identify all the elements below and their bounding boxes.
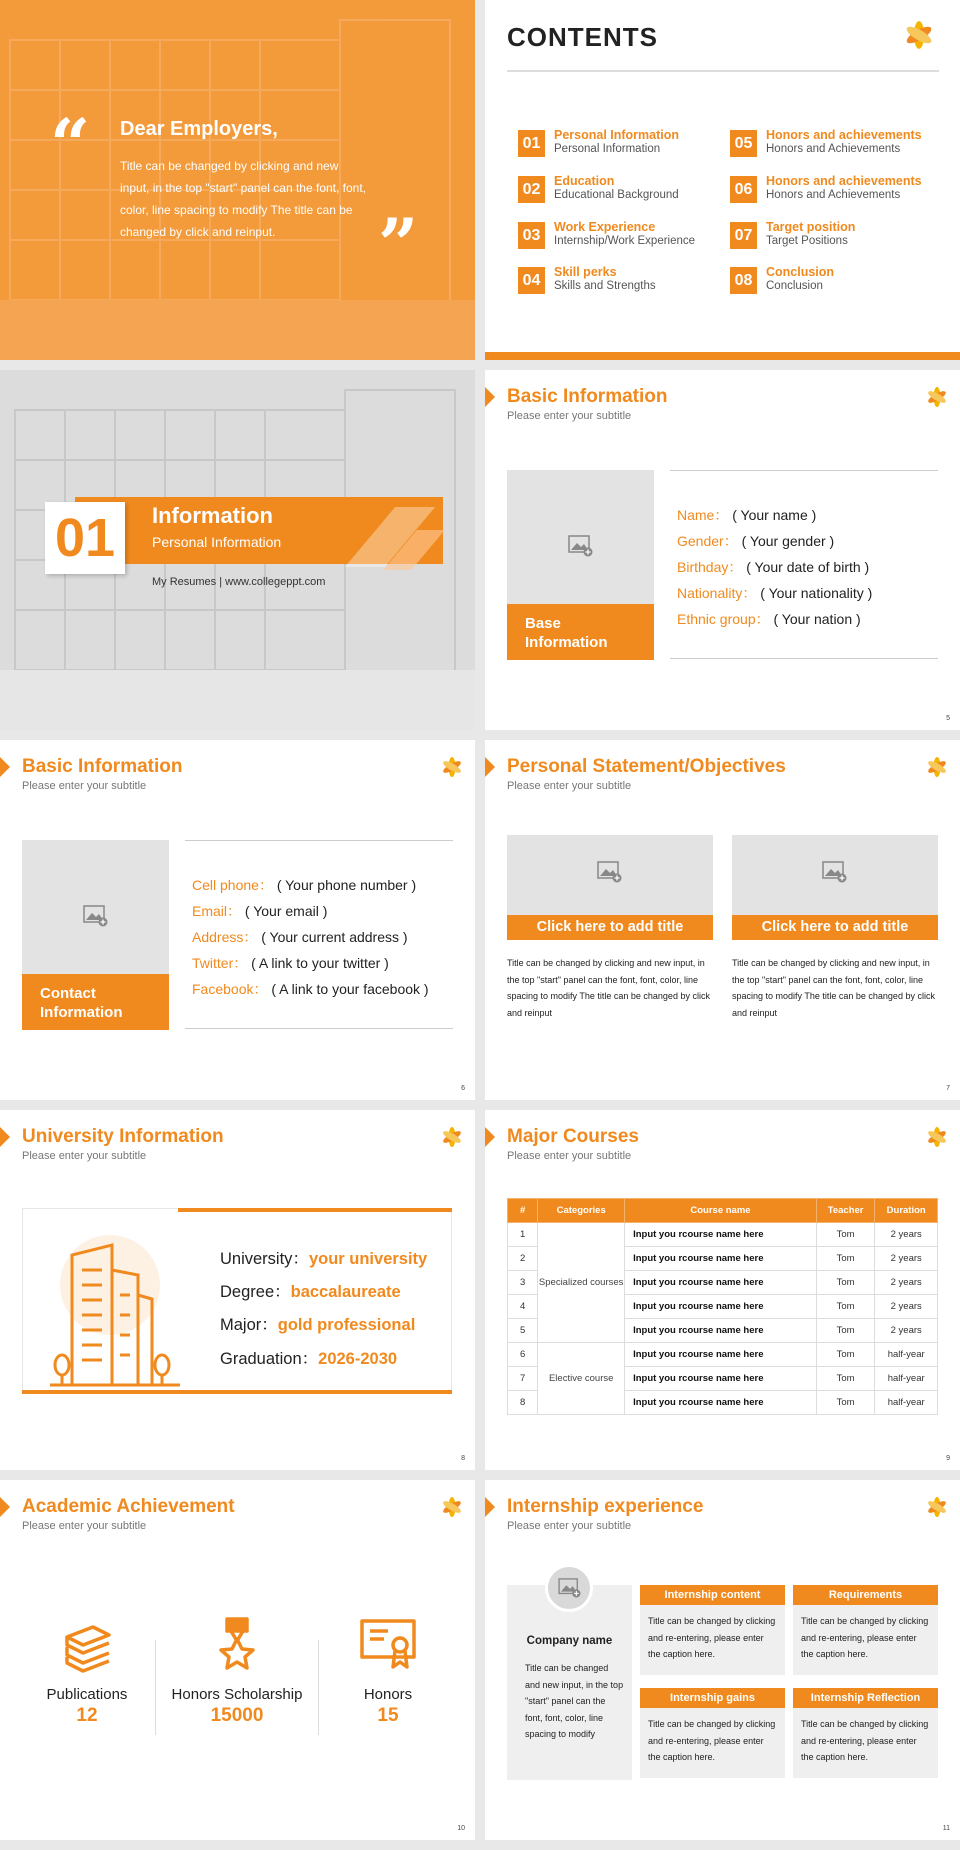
box-text: Title can be changed by clicking and re-entering, please enter the caption here.: [801, 1616, 929, 1659]
company-text[interactable]: Title can be changed and new input, in the top "start" panel can the font, font, color, line spacing to modify: [525, 1663, 624, 1739]
toc-number: 05: [730, 130, 757, 157]
column-header: Course name: [625, 1199, 817, 1223]
toc-number: 07: [730, 222, 757, 249]
column-header: Teacher: [816, 1199, 875, 1223]
box-heading: Internship gains: [640, 1688, 785, 1708]
section-subtitle[interactable]: Personal Information: [152, 534, 282, 550]
medal-icon: [207, 1615, 267, 1675]
box-internship-gains[interactable]: [640, 1688, 785, 1778]
company-name[interactable]: Company name: [526, 1635, 613, 1647]
slide-personal-statement: [485, 740, 960, 1100]
achievement-publications[interactable]: [12, 1615, 162, 1727]
table-row[interactable]: 6 Elective course Input you rcourse name here Tom half-year: [508, 1343, 938, 1367]
image-placeholder-icon: [568, 535, 594, 557]
field-birthday[interactable]: Birthday： ( Your date of birth ): [677, 559, 870, 575]
image-placeholder-icon: [822, 861, 848, 883]
toc-item-03[interactable]: [518, 220, 728, 254]
photo-placeholder[interactable]: [507, 470, 654, 660]
page-number: 7: [946, 1085, 950, 1092]
flower-logo-icon: [437, 752, 467, 782]
image-placeholder-icon: [558, 1578, 582, 1598]
table-row[interactable]: 4 Input you rcourse name here Tom 2 years: [508, 1295, 938, 1319]
toc-subtitle: Internship/Work Experience: [554, 235, 696, 247]
box-requirements[interactable]: [793, 1585, 938, 1675]
toc-title: Work Experience: [554, 220, 656, 234]
flower-logo-icon: [437, 1122, 467, 1152]
toc-number: 08: [730, 267, 757, 294]
slide-section-01: [0, 370, 475, 730]
table-row[interactable]: 2 Input you rcourse name here Tom 2 years: [508, 1247, 938, 1271]
photo-placeholder[interactable]: [22, 840, 169, 1030]
toc-subtitle: Target Positions: [766, 235, 848, 247]
add-title-button[interactable]: Click here to add title: [507, 915, 713, 940]
toc-subtitle: Skills and Strengths: [554, 280, 656, 292]
slide-subtitle[interactable]: Please enter your subtitle: [507, 1150, 632, 1162]
toc-item-02[interactable]: [518, 174, 728, 208]
achievement-label: Honors: [363, 1686, 413, 1703]
divider: [155, 1640, 156, 1735]
divider: [185, 840, 453, 841]
slide-university-information: [0, 1110, 475, 1470]
slide-subtitle[interactable]: Please enter your subtitle: [22, 1150, 147, 1162]
divider: [185, 1028, 453, 1029]
box-internship-reflection[interactable]: [793, 1688, 938, 1778]
slide-subtitle[interactable]: Please enter your subtitle: [507, 780, 632, 792]
column-header: #: [508, 1199, 538, 1223]
slide-basic-information-base: [485, 370, 960, 730]
slide-academic-achievement: [0, 1480, 475, 1840]
slide-heading[interactable]: Dear Employers,: [120, 118, 278, 140]
flower-logo-icon: [922, 382, 952, 412]
flower-logo-icon: [437, 1492, 467, 1522]
box-heading: Requirements: [793, 1585, 938, 1605]
slide-title[interactable]: University Information: [22, 1126, 224, 1147]
field-twitter[interactable]: Twitter： ( A link to your twitter ): [192, 955, 389, 971]
header-marker-icon: [485, 387, 495, 407]
row-university[interactable]: University：your university: [220, 1250, 428, 1268]
page-number: 6: [461, 1085, 465, 1092]
table-row[interactable]: 3 Input you rcourse name here Tom 2 years: [508, 1271, 938, 1295]
section-footer: My Resumes | www.collegeppt.com: [152, 576, 326, 588]
toc-item-05[interactable]: [730, 128, 940, 162]
slide-title[interactable]: Internship experience: [507, 1496, 704, 1517]
header-marker-icon: [0, 1497, 10, 1517]
slide-title[interactable]: Academic Achievement: [22, 1496, 235, 1517]
toc-subtitle: Honors and Achievements: [766, 189, 901, 201]
toc-item-06[interactable]: [730, 174, 940, 208]
box-text: Title can be changed by clicking and re-entering, please enter the caption here.: [801, 1719, 929, 1762]
divider: [670, 470, 938, 471]
field-gender[interactable]: Gender： ( Your gender ): [677, 533, 835, 549]
accent-bar: [22, 1390, 452, 1394]
slide-title[interactable]: Basic Information: [507, 386, 668, 407]
column-header: Categories: [538, 1199, 625, 1223]
slide-subtitle[interactable]: Please enter your subtitle: [507, 410, 632, 422]
field-email[interactable]: Email： ( Your email ): [192, 903, 328, 919]
row-degree[interactable]: Degree：baccalaureate: [220, 1283, 401, 1301]
slide-major-courses: [485, 1110, 960, 1470]
contents-divider: [507, 70, 939, 72]
row-major[interactable]: Major：gold professional: [220, 1316, 416, 1334]
toc-title: Skill perks: [554, 265, 617, 279]
image-placeholder[interactable]: [732, 835, 938, 915]
page-number: 10: [457, 1825, 465, 1832]
toc-number: 01: [518, 130, 545, 157]
toc-subtitle: Conclusion: [766, 280, 823, 292]
toc-number: 03: [518, 222, 545, 249]
slide-subtitle[interactable]: Please enter your subtitle: [22, 780, 147, 792]
page-number: 11: [942, 1825, 950, 1832]
box-text: Title can be changed by clicking and re-entering, please enter the caption here.: [648, 1616, 776, 1659]
field-cell-phone[interactable]: Cell phone： ( Your phone number ): [192, 877, 417, 893]
header-marker-icon: [485, 757, 495, 777]
table-row[interactable]: 8 Input you rcourse name here Tom half-year: [508, 1391, 938, 1415]
divider: [670, 658, 938, 659]
toc-title: Honors and achievements: [766, 128, 922, 142]
toc-number: 06: [730, 176, 757, 203]
header-marker-icon: [0, 1127, 10, 1147]
toc-title: Education: [554, 174, 615, 188]
header-marker-icon: [485, 1127, 495, 1147]
box-internship-content[interactable]: [640, 1585, 785, 1675]
slide-title[interactable]: Personal Statement/Objectives: [507, 756, 786, 777]
slide-subtitle[interactable]: Please enter your subtitle: [22, 1520, 147, 1532]
toc-subtitle: Honors and Achievements: [766, 143, 901, 155]
field-ethnic-group[interactable]: Ethnic group： ( Your nation ): [677, 611, 861, 627]
category-cell: Specialized courses: [538, 1223, 625, 1343]
box-heading: Internship content: [640, 1585, 785, 1605]
card-text[interactable]: Title can be changed by clicking and new input, in the top "start" panel can the font, font, color, line spacing to modify The title can be changed by click and reinput: [732, 958, 935, 1018]
toc-number: 02: [518, 176, 545, 203]
toc-item-04[interactable]: [518, 265, 728, 299]
table-row[interactable]: 1 Specialized courses Input you rcourse name here Tom 2 years: [508, 1223, 938, 1247]
table-header-row: [508, 1199, 938, 1223]
table-row[interactable]: 5 Input you rcourse name here Tom 2 years: [508, 1319, 938, 1343]
courses-table: [507, 1198, 938, 1415]
certificate-icon: [358, 1615, 418, 1675]
toc-number: 04: [518, 267, 545, 294]
box-text: Title can be changed by clicking and re-entering, please enter the caption here.: [648, 1719, 776, 1762]
flower-logo-icon: [900, 16, 938, 54]
achievement-value: 15: [377, 1705, 399, 1726]
field-name[interactable]: Name： ( Your name ): [677, 507, 817, 523]
flower-logo-icon: [922, 1122, 952, 1152]
field-address[interactable]: Address： ( Your current address ): [192, 929, 408, 945]
image-placeholder-icon: [83, 905, 109, 927]
toc-title: Target position: [766, 220, 856, 234]
toc-item-07[interactable]: [730, 220, 940, 254]
toc-title: Personal Information: [554, 128, 680, 142]
achievement-scholarship[interactable]: [162, 1615, 312, 1727]
company-logo-placeholder[interactable]: [545, 1564, 593, 1612]
toc-item-01[interactable]: [518, 128, 728, 162]
page-number: 5: [946, 715, 950, 722]
flower-logo-icon: [922, 752, 952, 782]
books-icon: [57, 1615, 117, 1675]
achievement-label: Honors Scholarship: [171, 1686, 303, 1703]
slide-title[interactable]: Basic Information: [22, 756, 183, 777]
box-caption: Contact Information: [22, 974, 169, 1030]
table-row[interactable]: 7 Input you rcourse name here Tom half-year: [508, 1367, 938, 1391]
field-facebook[interactable]: Facebook： ( A link to your facebook ): [192, 981, 429, 997]
category-cell: Elective course: [538, 1343, 625, 1415]
slide-body-text[interactable]: Title can be changed by clicking and new input, in the top "start" panel can the font, font, color, line spacing to modify The title can be changed by click and reinput.: [120, 159, 367, 239]
box-caption: Base Information: [507, 604, 654, 660]
card-text[interactable]: Title can be changed by clicking and new input, in the top "start" panel can the font, font, color, line spacing to modify The title can be changed by click and reinput: [507, 958, 710, 1018]
achievement-label: Publications: [46, 1686, 128, 1703]
flower-logo-icon: [922, 1492, 952, 1522]
open-quote-icon: “: [50, 103, 91, 186]
image-placeholder-icon: [597, 861, 623, 883]
header-marker-icon: [0, 757, 10, 777]
achievement-value: 15000: [210, 1705, 264, 1726]
column-header: Duration: [875, 1199, 938, 1223]
slide-title[interactable]: Major Courses: [507, 1126, 639, 1147]
field-nationality[interactable]: Nationality： ( Your nationality ): [677, 585, 873, 601]
page-number: 8: [461, 1455, 465, 1462]
bottom-accent-bar: [485, 352, 960, 360]
toc-title: Honors and achievements: [766, 174, 922, 188]
slide-contents: [485, 0, 960, 360]
header-marker-icon: [485, 1497, 495, 1517]
box-heading: Internship Reflection: [793, 1688, 938, 1708]
slide-dear-employers: [0, 0, 475, 360]
building-icon: [40, 1225, 190, 1390]
accent-bar: [178, 1208, 452, 1212]
image-placeholder[interactable]: [507, 835, 713, 915]
section-title[interactable]: Information: [152, 503, 273, 528]
section-number: 01: [45, 502, 125, 574]
slide-subtitle[interactable]: Please enter your subtitle: [507, 1520, 632, 1532]
achievement-honors[interactable]: [313, 1615, 463, 1727]
row-graduation[interactable]: Graduation：2026-2030: [220, 1350, 398, 1368]
add-title-button[interactable]: Click here to add title: [732, 915, 938, 940]
contents-title[interactable]: CONTENTS: [507, 22, 658, 52]
slide-basic-information-contact: [0, 740, 475, 1100]
toc-title: Conclusion: [766, 265, 835, 279]
close-quote-icon: ”: [378, 203, 419, 286]
toc-subtitle: Educational Background: [554, 189, 679, 201]
toc-item-08[interactable]: [730, 265, 940, 299]
toc-subtitle: Personal Information: [554, 143, 661, 155]
slide-internship-experience: [485, 1480, 960, 1840]
achievement-value: 12: [76, 1705, 98, 1726]
page-number: 9: [946, 1455, 950, 1462]
